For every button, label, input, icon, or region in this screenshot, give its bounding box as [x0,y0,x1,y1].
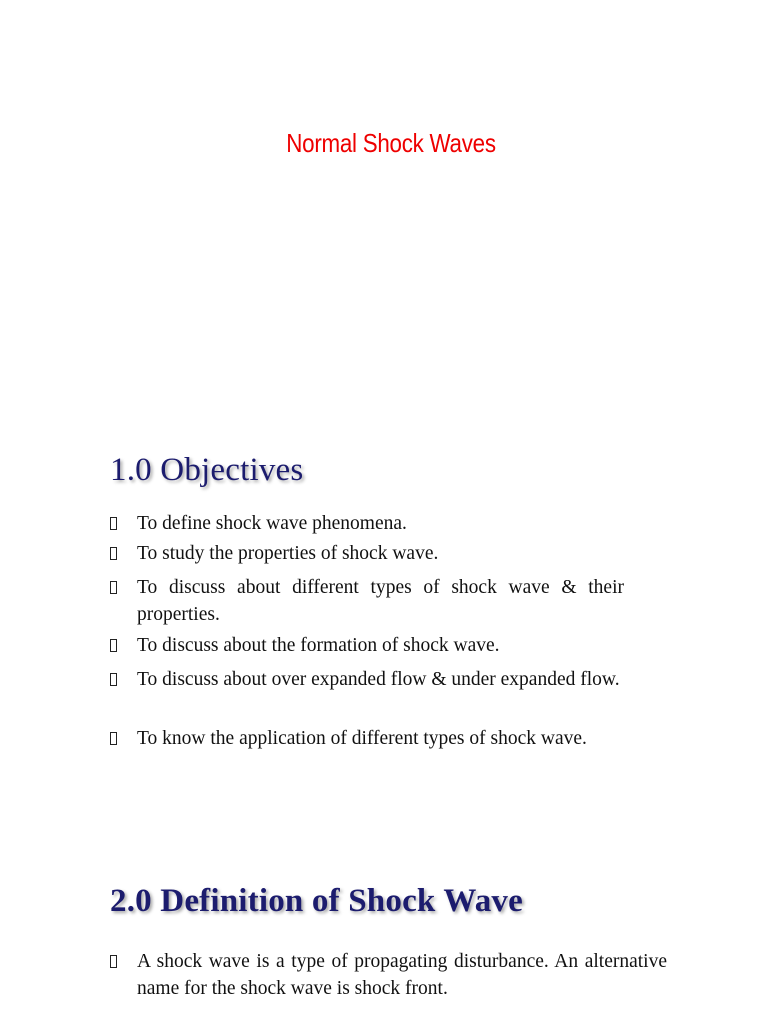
list-item-text: To define shock wave phenomena. [137,513,407,534]
definition-list [110,948,667,1002]
definition-heading: 2.0 Definition of Shock Wave [110,883,523,919]
bullet-box-icon [110,732,117,745]
list-item [110,574,624,628]
bullet-box-icon [110,639,117,652]
list-item [110,632,624,659]
bullet-box-icon [110,581,117,594]
list-item-text: A shock wave is a type of propagating disturbance. An alternative name for the shock wave is shock front. [137,951,667,999]
list-item-text: To know the application of different types of shock wave. [137,728,587,749]
list-item [110,666,624,693]
list-item-text: To discuss about over expanded flow & under expanded flow. [137,669,620,690]
bullet-box-icon [110,547,117,560]
list-item [110,948,667,1002]
list-item [110,540,624,567]
list-item [110,510,624,537]
list-item-text: To study the properties of shock wave. [137,543,439,564]
document-title: Normal Shock Waves [286,128,496,158]
list-item-text: To discuss about different types of shock wave & their properties. [137,577,624,625]
bullet-box-icon [110,955,117,968]
list-item [110,725,624,752]
list-item-text: To discuss about the formation of shock wave. [137,635,500,656]
bullet-box-icon [110,517,117,530]
bullet-box-icon [110,673,117,686]
objectives-heading: 1.0 Objectives [110,452,304,488]
